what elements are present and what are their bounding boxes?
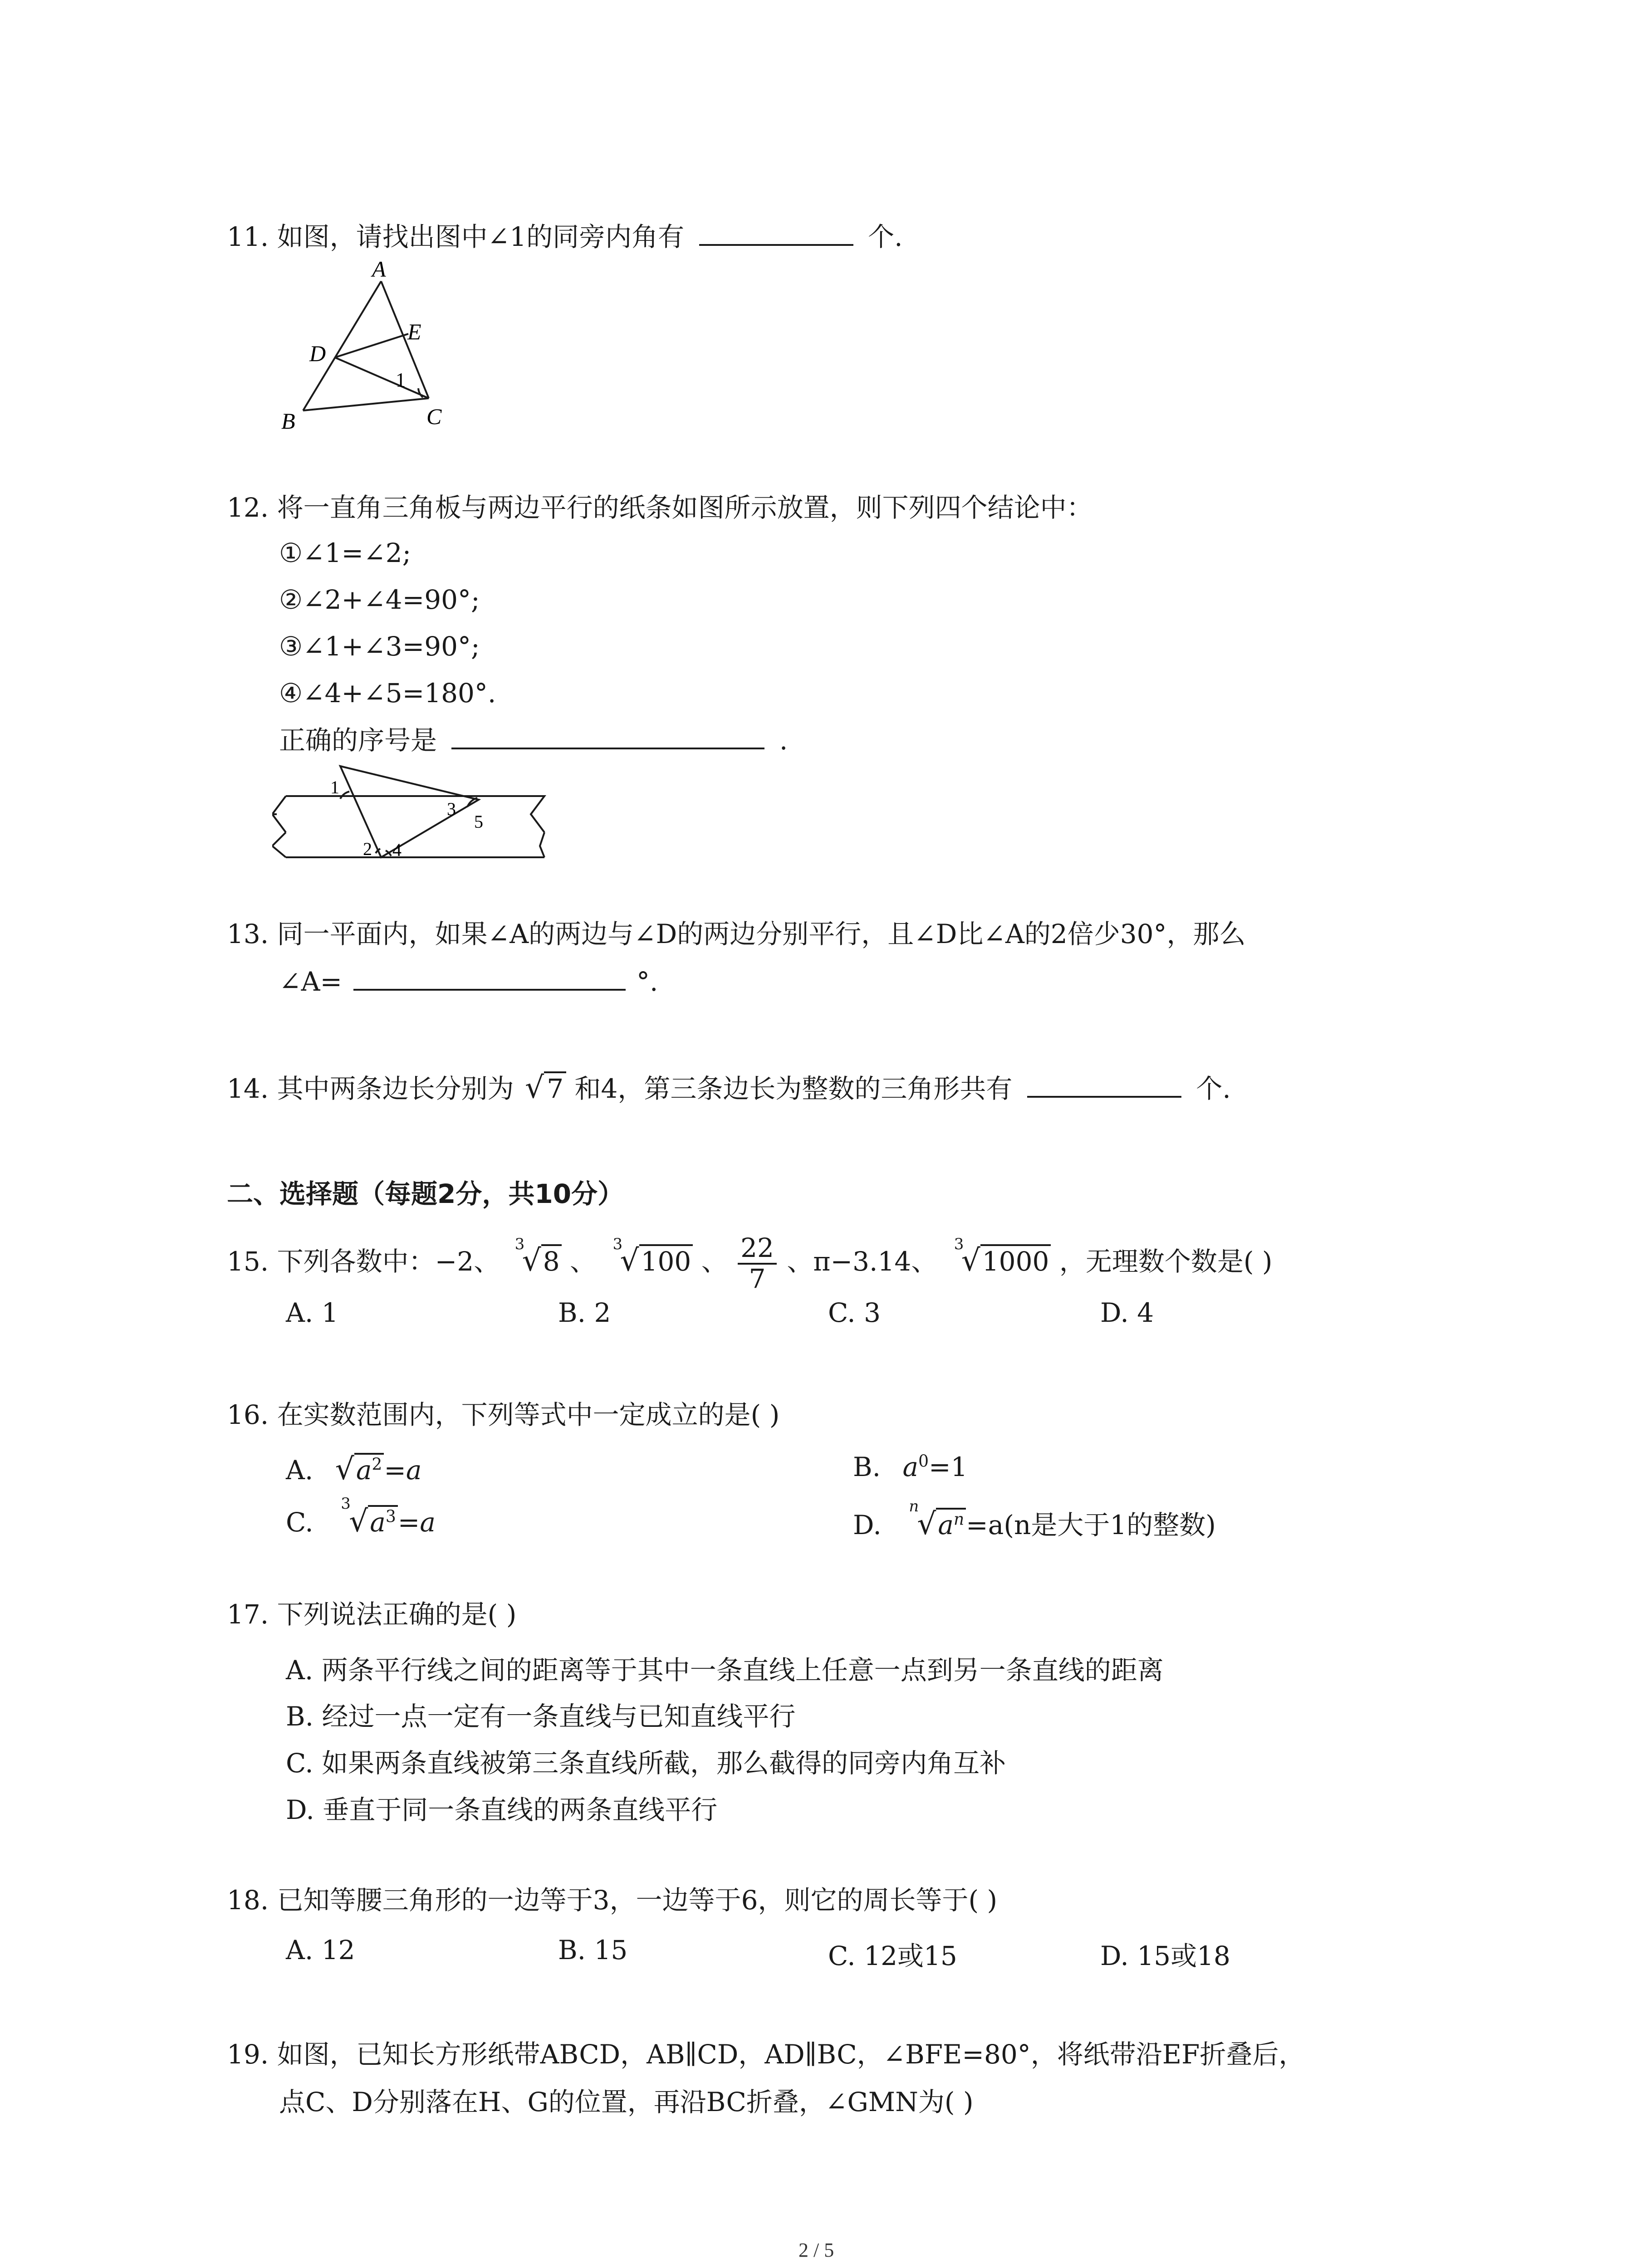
q12-item-3: ③∠1+∠3=90°; [279,631,480,662]
q17-stem: 17. 下列说法正确的是( ) [227,1599,517,1630]
q17-option-b[interactable]: B. 经过一点一定有一条直线与已知直线平行 [286,1701,796,1732]
q11-answer-blank[interactable] [699,244,853,246]
section-2-title: 二、选择题（每题2分，共10分） [227,1178,624,1209]
q17-option-c[interactable]: C. 如果两条直线被第三条直线所截，那么截得的同旁内角互补 [286,1748,1006,1779]
q12-item-4: ④∠4+∠5=180°. [279,678,496,709]
q14-radicand: 7 [544,1071,566,1104]
q12-label-4: 4 [392,840,402,860]
q13-answer-blank[interactable] [353,989,626,991]
q15-prefix: 15. 下列各数中：−2、 [227,1246,500,1277]
q16-stem: 16. 在实数范围内，下列等式中一定成立的是( ) [227,1399,780,1430]
q11-label-E: E [407,319,421,344]
q16-option-d[interactable]: D. n $√a^n=a(n$是大于1的整数) [853,1497,1216,1541]
q15-stem: 15. 下列各数中：−2、 3 √8 、 3 √100 、 $\frac{22}{7}$ 、π−3.14、 3 √1000 ，无理数个数是( ) [227,1232,1273,1294]
q14-text-before: 14. 其中两条边长分别为 [227,1073,514,1104]
q12-label-1: 1 [330,777,339,797]
q13-line-2-start: ∠A= [279,966,343,997]
q12-label-3: 3 [447,799,456,819]
q13-line-2-end: °. [636,966,658,997]
q18-option-b[interactable]: B. 15 [558,1935,628,1965]
q15-fraction: $\frac{22}{7}$ [738,1234,777,1294]
q19-line-1: 19. 如图，已知长方形纸带ABCD，AB∥CD，AD∥BC，∠BFE=80°，将纸带沿EF折叠后， [227,2039,1305,2070]
q17-option-a[interactable]: A. 两条平行线之间的距离等于其中一条直线上任意一点到另一条直线的距离 [286,1655,1164,1686]
q11-text-end: 个. [868,221,903,252]
q12-label-2: 2 [363,839,372,859]
q14-text-middle: 和4，第三条边长为整数的三角形共有 [574,1073,1013,1104]
q15-option-c[interactable]: C. 3 [828,1297,881,1328]
q15-option-a[interactable]: A. 1 [286,1297,338,1328]
q15-option-b[interactable]: B. 2 [558,1297,611,1328]
q16-option-c[interactable]: C. 3 $√a^3=a$ [286,1495,436,1539]
q12-answer-label: 正确的序号是 [279,725,437,756]
q11-label-C: C [426,404,442,429]
radical-sign: √ [525,1070,544,1105]
q14-text-end: 个. [1196,1073,1231,1104]
q11-line [227,221,903,252]
q12-item-2: ②∠2+∠4=90°; [279,584,480,615]
q12-label-5: 5 [474,811,483,832]
q12-ruler-triangle-figure [272,760,563,869]
q13-line-2 [279,968,658,995]
q11-triangle-figure [272,259,463,440]
q15-cbrt-100: 3 √100 [620,1246,693,1276]
q13-line-1: 13. 同一平面内，如果∠A的两边与∠D的两边分别平行，且∠D比∠A的2倍少30°，那么 [227,919,1246,949]
q19-line-2: 点C、D分别落在H、G的位置，再沿BC折叠，∠GMN为( ) [279,2087,974,2117]
q12-stem: 12. 将一直角三角板与两边平行的纸条如图所示放置，则下列四个结论中： [227,492,1093,523]
q15-option-d[interactable]: D. 4 [1100,1297,1154,1328]
q15-cbrt-1000: 3 √1000 [961,1246,1051,1276]
q18-stem: 18. 已知等腰三角形的一边等于3，一边等于6，则它的周长等于( ) [227,1885,998,1916]
q11-text: 11. 如图，请找出图中∠1的同旁内角有 [227,221,685,252]
q15-cbrt-8: 3 √8 [522,1246,562,1276]
q16-option-b[interactable]: B. $a^0=1$ [853,1452,968,1482]
q14-answer-blank[interactable] [1027,1096,1181,1098]
q12-item-1: ①∠1=∠2; [279,538,411,568]
q18-option-d[interactable]: D. 15或18 [1100,1941,1230,1971]
q17-option-d[interactable]: D. 垂直于同一条直线的两条直线平行 [286,1794,718,1825]
q16-option-a[interactable]: A. $√a^2=a$ [286,1452,422,1486]
page-number: 2 / 5 [798,2239,834,2261]
q11-label-A: A [372,259,386,282]
q14-sqrt [525,1070,566,1105]
q12-answer-blank[interactable] [451,748,764,749]
q12-answer-line [279,725,788,756]
q11-label-D: D [309,341,326,366]
q12-answer-end: . [779,725,788,756]
q18-option-c[interactable]: C. 12或15 [828,1941,957,1971]
q11-label-B: B [281,408,295,434]
q18-option-a[interactable]: A. 12 [286,1935,355,1965]
q14-line [227,1070,1231,1105]
q11-label-1: 1 [396,369,406,391]
